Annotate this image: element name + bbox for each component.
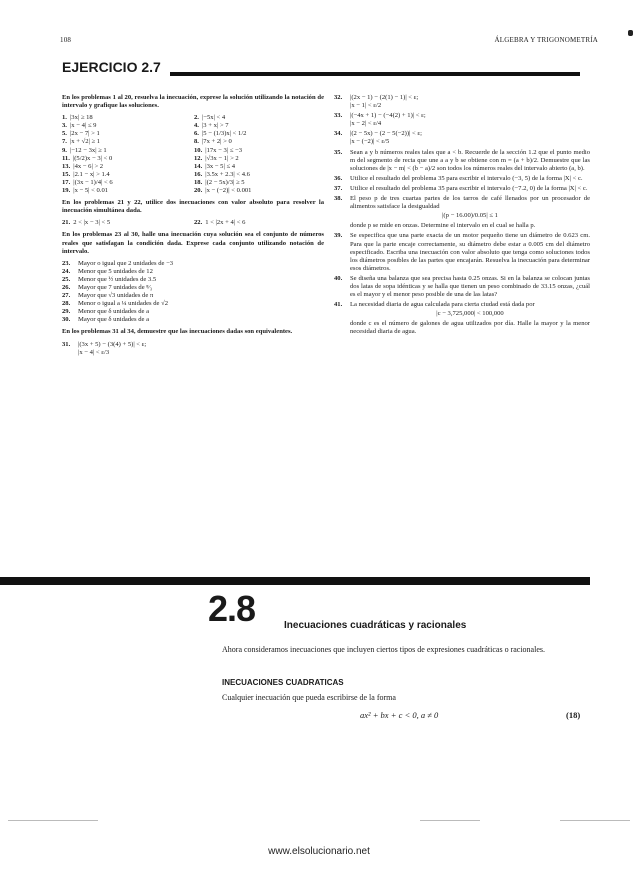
problem-number: 25. bbox=[62, 275, 71, 283]
problem-item bbox=[334, 94, 590, 110]
right-column bbox=[334, 94, 590, 339]
problem-number: 34. bbox=[334, 130, 343, 138]
instructions-31-34: En los problemas 31 al 34, demuestre que las inecuaciones dadas son equivalentes. bbox=[62, 328, 293, 336]
problem-number: 4. bbox=[194, 122, 199, 130]
problem-item bbox=[334, 175, 590, 183]
problem-text: Utilice el resultado del problema 35 para escribir el intervalo (−7.2, 0) de la forma |X| < c. bbox=[350, 184, 588, 192]
problem-number: 39. bbox=[334, 232, 343, 240]
problem-text: 2 < |x − 3| < 5 bbox=[73, 219, 111, 227]
problem-item bbox=[62, 284, 324, 292]
problem-text: Sean a y b números reales tales que a < b. Recuerde de la sección 1.2 que el punto medio m del segmento de recta que une a a y b se obtiene con m = (a + b)/2. Demuestre que las soluciones de |x − m| < (b − a)/2 son todos los números reales del intervalo abierto (a, b). bbox=[350, 148, 590, 172]
problem-text: donde c es el número de galones de agua utilizados por día. Halle la mayor y la menor necesidad diaria de agua. bbox=[350, 320, 590, 336]
problem-number: 35. bbox=[334, 148, 343, 156]
problem-item bbox=[334, 301, 590, 336]
problem-number: 13. bbox=[62, 162, 71, 170]
instructions-23-30: En los problemas 23 al 30, halle una inecuación cuya solución sea el conjunto de números reales que satisfagan la condición dada. Exprese cada conjunto utilizando notación de intervalo. bbox=[62, 231, 324, 255]
problem-number: 9. bbox=[62, 146, 67, 154]
problem-equation: |c − 3,725,000| < 100,000 bbox=[436, 310, 504, 318]
problem-text: |17x − 3| ≤ −3 bbox=[205, 146, 243, 154]
problem-number: 5. bbox=[62, 130, 67, 138]
problem-number: 27. bbox=[62, 292, 71, 300]
problem-number: 22. bbox=[194, 219, 203, 227]
problem-number: 30. bbox=[62, 316, 71, 324]
problem-body bbox=[350, 112, 590, 128]
problem-number: 21. bbox=[62, 219, 71, 227]
problem-item bbox=[334, 275, 590, 299]
problem-text: 1 < |2x + 4| < 6 bbox=[205, 219, 246, 227]
problem-item bbox=[62, 292, 324, 300]
problem-text: |(3x − 1)/4| < 6 bbox=[73, 178, 113, 186]
problem-item bbox=[194, 171, 322, 179]
problem-text: Menor o igual a ¼ unidades de √2 bbox=[78, 300, 169, 308]
problem-item bbox=[62, 308, 324, 316]
problem-number: 18. bbox=[194, 178, 203, 186]
problem-text: |3.5x + 2.3| < 4.6 bbox=[205, 170, 250, 178]
problem-text: |−12 − 3x| ≥ 1 bbox=[69, 146, 107, 154]
problem-text: |x − 1| < ε/2 bbox=[350, 102, 382, 110]
problem-item bbox=[62, 316, 324, 324]
problem-number: 33. bbox=[334, 112, 343, 120]
problem-text: |x − (−2)| < ε/5 bbox=[350, 138, 390, 146]
problem-item bbox=[62, 163, 190, 171]
scan-artifact bbox=[420, 820, 480, 821]
problem-text: Menor que 5 unidades de 12 bbox=[78, 267, 153, 275]
problem-item bbox=[62, 300, 324, 308]
problems-21-22 bbox=[62, 219, 324, 227]
problem-text: La necesidad diaria de agua calculada para cierta ciudad está dada por bbox=[350, 301, 535, 309]
problem-number: 3. bbox=[62, 122, 67, 130]
problem-item bbox=[62, 147, 190, 155]
problem-body bbox=[350, 195, 590, 230]
problem-text: Utilice el resultado del problema 35 para escribir el intervalo (−3, 5) de la forma |X| < c. bbox=[350, 174, 583, 182]
problem-item bbox=[194, 147, 322, 155]
problem-item bbox=[334, 149, 590, 173]
problem-number: 15. bbox=[62, 170, 71, 178]
problem-number: 28. bbox=[62, 300, 71, 308]
problem-text: |2.1 − x| > 1.4 bbox=[73, 170, 110, 178]
problem-item bbox=[194, 163, 322, 171]
problem-text: donde p se mide en onzas. Determine el intervalo en el cual se halla p. bbox=[350, 222, 536, 230]
problem-text: |(5/2)x − 3| < 0 bbox=[72, 154, 113, 162]
problem-number: 20. bbox=[194, 187, 203, 195]
problem-text: |x − 4| < ε/3 bbox=[78, 348, 110, 356]
problem-body bbox=[350, 185, 590, 193]
problem-item bbox=[62, 171, 190, 179]
problem-text: |(2x − 1) − (2(1) − 1)| < ε; bbox=[350, 94, 419, 101]
problem-text: Mayor o igual que 2 unidades de −3 bbox=[78, 259, 174, 267]
problem-text: |(2 − 5x)/3| ≥ 5 bbox=[205, 178, 245, 186]
exercise-title-rule bbox=[170, 72, 580, 76]
page-number: 108 bbox=[60, 36, 72, 44]
problem-number: 26. bbox=[62, 283, 71, 291]
problem-item bbox=[62, 114, 190, 122]
problem-item bbox=[194, 122, 322, 130]
problem-item bbox=[62, 155, 190, 163]
problem-number: 6. bbox=[194, 130, 199, 138]
scan-artifact bbox=[8, 820, 98, 821]
problem-text: |x − (−2)| < 0.001 bbox=[205, 187, 252, 195]
formula: ax² + bx + c < 0, a ≠ 0 bbox=[360, 710, 439, 720]
problem-text: |x − 5| < 0.01 bbox=[73, 187, 109, 195]
problem-text: |√3x − 1| > 2 bbox=[205, 154, 239, 162]
subheading-text: Cualquier inecuación que pueda escribirse de la forma bbox=[222, 693, 396, 702]
problem-item bbox=[194, 130, 322, 138]
problem-item bbox=[194, 138, 322, 146]
problem-text: Menor que δ unidades de a bbox=[78, 308, 150, 316]
problem-number: 1. bbox=[62, 114, 67, 122]
section-title: Inecuaciones cuadráticas y racionales bbox=[284, 620, 467, 631]
problem-number: 10. bbox=[194, 146, 203, 154]
problem-number: 19. bbox=[62, 187, 71, 195]
problem-item bbox=[334, 195, 590, 230]
problem-number: 7. bbox=[62, 138, 67, 146]
subheading: INECUACIONES CUADRATICAS bbox=[222, 678, 344, 687]
problem-text: Se especifica que una parte exacta de un motor pequeño tiene un diámetro de 0.623 cm. Para que la parte encaje correctamente, su diámetro debe estar a 0.005 cm del diámetro especificado. Escriba una inecuación con valor absoluto que tenga como soluciones todos los diámetros posibles de las partes que encajarán. Resuelva la inecuación para determinar esos diámetros. bbox=[350, 232, 590, 272]
problem-item bbox=[62, 138, 190, 146]
problem-item bbox=[194, 219, 322, 227]
problem-number: 38. bbox=[334, 195, 343, 203]
problem-body bbox=[350, 232, 590, 272]
problems-23-30 bbox=[62, 260, 324, 325]
problem-number: 24. bbox=[62, 267, 71, 275]
section-intro: Ahora consideramos inecuaciones que incluyen ciertos tipos de expresiones cuadráticas o racionales. bbox=[222, 645, 545, 654]
problem-number: 16. bbox=[194, 170, 203, 178]
problem-text: |2x − 7| > 1 bbox=[69, 130, 100, 138]
exercise-title: EJERCICIO 2.7 bbox=[62, 59, 161, 75]
problem-number: 14. bbox=[194, 162, 203, 170]
problem-item bbox=[334, 112, 590, 128]
problem-number: 29. bbox=[62, 308, 71, 316]
problem-text: |7x + 2| > 0 bbox=[201, 138, 232, 146]
problem-number: 2. bbox=[194, 114, 199, 122]
problem-text: |4x − 6| > 2 bbox=[73, 162, 104, 170]
problem-31 bbox=[62, 341, 324, 357]
problem-number: 17. bbox=[62, 178, 71, 186]
problem-item bbox=[194, 155, 322, 163]
problem-text: |x − 4| ≤ 9 bbox=[69, 122, 97, 130]
problem-text: Se diseña una balanza que sea precisa hasta 0.25 onzas. Si en la balanza se colocan juntas dos latas de sopa idénticas y se halla que tienen un peso combinado de 33.15 onzas, ¿cuál es el mayor y el menor peso posible de una de las latas? bbox=[350, 274, 590, 299]
scan-mark bbox=[628, 30, 633, 36]
problem-body bbox=[350, 149, 590, 173]
problem-item bbox=[62, 219, 190, 227]
problem-item bbox=[194, 179, 322, 187]
problem-item bbox=[194, 114, 322, 122]
problem-item bbox=[62, 268, 324, 276]
problem-item bbox=[62, 122, 190, 130]
problem-number: 12. bbox=[194, 154, 203, 162]
problem-number: 37. bbox=[334, 184, 343, 192]
problem-body bbox=[350, 130, 590, 146]
problem-item bbox=[194, 187, 322, 195]
problem-item bbox=[62, 187, 190, 195]
problem-text: Mayor que δ unidades de a bbox=[78, 316, 150, 324]
problem-body bbox=[350, 175, 590, 183]
problem-number: 40. bbox=[334, 274, 343, 282]
instructions-21-22: En los problemas 21 y 22, utilice dos inecuaciones con valor absoluto para resolver la inecuación simultánea dada. bbox=[62, 199, 324, 215]
problem-equation: |(p − 16.00)/0.05| ≤ 1 bbox=[442, 212, 498, 220]
problem-item bbox=[62, 260, 324, 268]
scan-artifact bbox=[560, 820, 630, 821]
problem-body bbox=[350, 275, 590, 299]
left-column bbox=[62, 94, 324, 357]
running-header: ÁLGEBRA Y TRIGONOMETRÍA bbox=[494, 36, 598, 44]
problem-text: |x − 2| < ε/4 bbox=[350, 120, 382, 128]
problem-body bbox=[350, 301, 590, 336]
problem-item bbox=[62, 276, 324, 284]
problems-1-20 bbox=[62, 114, 324, 195]
problem-text: El peso p de tres cuartas partes de los tarros de café llenados por un procesador de alimentos satisface la desigualdad bbox=[350, 195, 590, 211]
problem-text: |−5x| < 4 bbox=[201, 114, 226, 122]
problem-number: 8. bbox=[194, 138, 199, 146]
section-number: 2.8 bbox=[208, 588, 256, 629]
formula-number: (18) bbox=[566, 710, 581, 720]
problem-item bbox=[62, 179, 190, 187]
problem-item bbox=[334, 130, 590, 146]
problem-text: |(3x + 5) − (3(4) + 5)| < ε; bbox=[78, 340, 147, 348]
problem-text: |5 − (1/3)x| < 1/2 bbox=[201, 130, 247, 138]
problem-text: |3 + x| > 7 bbox=[201, 122, 229, 130]
problem-number: 32. bbox=[334, 94, 343, 101]
problem-item bbox=[334, 232, 590, 272]
problem-body bbox=[350, 94, 590, 110]
problem-text: |(−4x + 1) − (−4(2) + 1)| < ε; bbox=[350, 112, 426, 120]
problem-text: Mayor que √3 unidades de π bbox=[78, 292, 154, 300]
problem-number: 41. bbox=[334, 301, 343, 309]
problem-number: 31. bbox=[62, 340, 71, 348]
problem-item bbox=[334, 185, 590, 193]
problem-text: |3x| ≥ 18 bbox=[69, 114, 93, 122]
instructions-1-20: En los problemas 1 al 20, resuelva la inecuación, exprese la solución utilizando la notación de intervalo y grafique las soluciones. bbox=[62, 94, 324, 110]
problem-text: |(2 − 5x) − (2 − 5(−2))| < ε; bbox=[350, 130, 422, 138]
problem-text: Menor que ½ unidades de 3.5 bbox=[78, 275, 157, 283]
problem-text: Mayor que 7 unidades de ⁸⁄₃ bbox=[78, 283, 152, 291]
problem-number: 11. bbox=[62, 154, 70, 162]
problem-number: 23. bbox=[62, 259, 71, 267]
section-band bbox=[0, 577, 590, 585]
problem-text: |x + √2| ≥ 1 bbox=[69, 138, 101, 146]
problem-text: |3x − 5| ≤ 4 bbox=[205, 162, 236, 170]
footer-url: www.elsolucionario.net bbox=[268, 846, 370, 857]
problem-number: 36. bbox=[334, 174, 343, 182]
